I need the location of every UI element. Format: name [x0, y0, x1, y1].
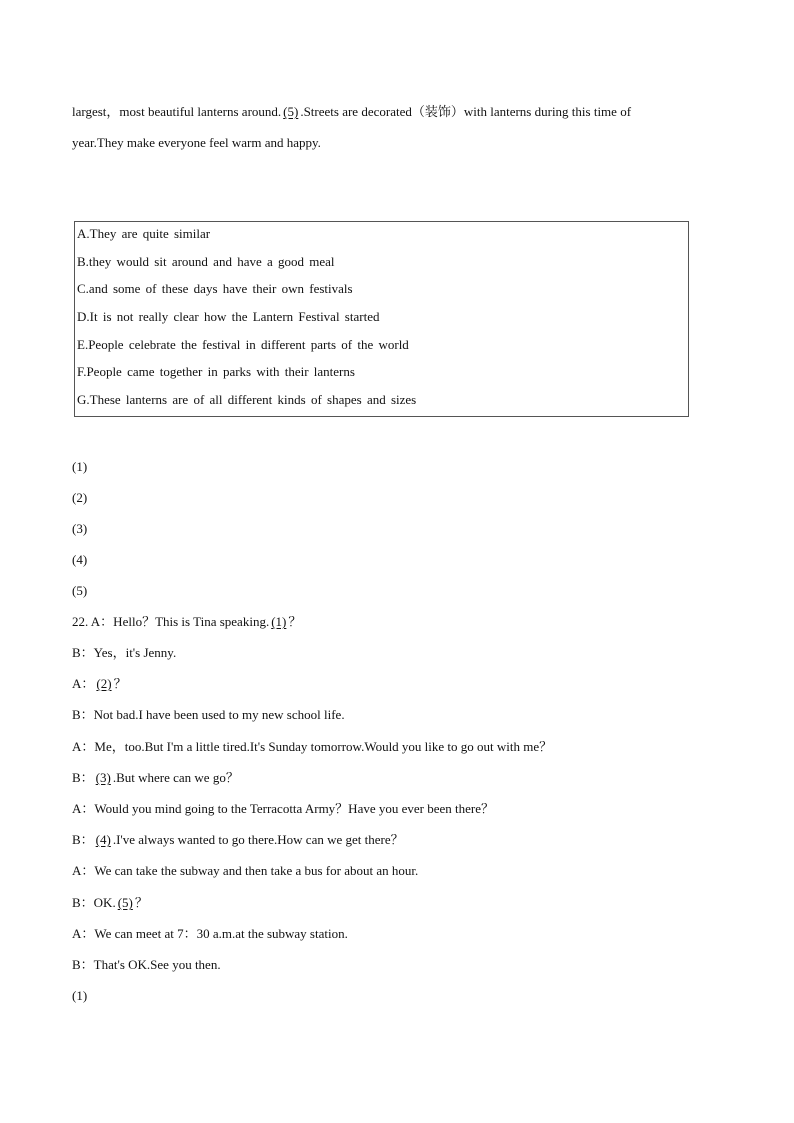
- dialogue-text: A：Would you mind going to the Terracotta Army？Have you ever been there？: [72, 801, 494, 816]
- dialogue-line: [72, 770, 239, 786]
- passage-text: largest，most beautiful lanterns around.: [72, 104, 282, 119]
- dialogue-line: [72, 645, 176, 661]
- dialogue-line: [72, 707, 345, 723]
- option-g: G.These lanterns are of all different kinds of shapes and sizes: [77, 392, 417, 407]
- dialogue-line: [72, 614, 301, 630]
- answer-line-4: (4): [72, 552, 88, 567]
- dialogue-line: [72, 676, 127, 692]
- option-a: A.They are quite similar: [77, 226, 211, 241]
- answer-blank: (4): [95, 832, 111, 847]
- dialogue-text: ？: [113, 676, 127, 691]
- option-c: C.and some of these days have their own festivals: [77, 281, 353, 296]
- answer-blank: (5): [283, 104, 299, 119]
- dialogue-line: [72, 832, 404, 848]
- dialogue-line: [72, 957, 221, 973]
- answer-blank: (3): [95, 770, 111, 785]
- dialogue-text: ？: [134, 895, 148, 910]
- option-b: B.they would sit around and have a good meal: [77, 254, 335, 269]
- option-f: F.People came together in parks with their lanterns: [77, 364, 355, 379]
- dialogue-text: A：We can take the subway and then take a bus for about an hour.: [72, 863, 419, 878]
- dialogue-text: B：OK.: [72, 895, 116, 910]
- dialogue-text: A：: [72, 676, 95, 691]
- answer-line-2: (2): [72, 490, 88, 505]
- answer-blank: (5): [117, 895, 133, 910]
- dialogue-text: B：Yes，it's Jenny.: [72, 645, 177, 660]
- passage-line-2: year.They make everyone feel warm and happy.: [72, 135, 321, 150]
- answer-line-3: (3): [72, 521, 88, 536]
- answer-line-1: (1): [72, 988, 88, 1003]
- dialogue-text: A：Hello？This is Tina speaking.: [90, 614, 270, 629]
- answer-line-5: (5): [72, 583, 88, 598]
- dialogue-text: ？: [288, 614, 302, 629]
- dialogue-line: [72, 801, 494, 817]
- dialogue-text: .I've always wanted to go there.How can we get there？: [112, 832, 404, 847]
- dialogue-text: B：Not bad.I have been used to my new school life.: [72, 707, 345, 722]
- dialogue-text: .But where can we go？: [112, 770, 239, 785]
- options-box: [74, 221, 689, 417]
- dialogue-text: A：Me，too.But I'm a little tired.It's Sunday tomorrow.Would you like to go out with me？: [72, 739, 553, 754]
- answer-blank: (2): [96, 676, 112, 691]
- dialogue-text: B：: [72, 832, 94, 847]
- question-number: 22.: [72, 614, 89, 629]
- dialogue-text: B：That's OK.See you then.: [72, 957, 221, 972]
- dialogue-text: B：: [72, 770, 94, 785]
- dialogue-line: [72, 739, 552, 755]
- option-d: D.It is not really clear how the Lantern Festival started: [77, 309, 380, 324]
- dialogue-line: [72, 926, 348, 942]
- option-e: E.People celebrate the festival in different parts of the world: [77, 337, 409, 352]
- dialogue-line: [72, 863, 418, 879]
- answer-line-1: (1): [72, 459, 88, 474]
- answer-blank: (1): [271, 614, 287, 629]
- dialogue-text: A：We can meet at 7：30 a.m.at the subway station.: [72, 926, 348, 941]
- passage-line-1: [72, 104, 631, 120]
- dialogue-line: [72, 895, 148, 911]
- passage-text: .Streets are decorated（装饰）with lanterns during this time of: [300, 104, 632, 119]
